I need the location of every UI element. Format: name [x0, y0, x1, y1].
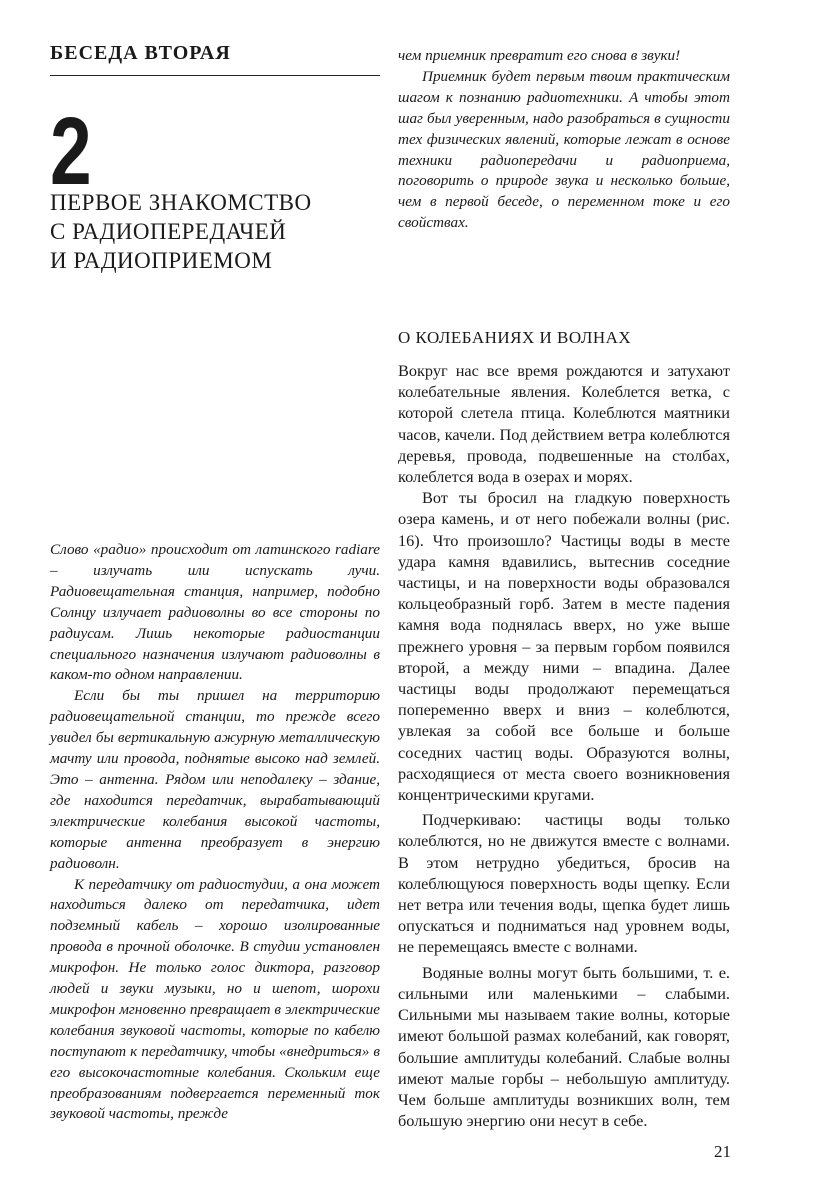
paragraph: Вот ты бросил на гладкую поверхность озера камень, и от него побежали волны (рис. 16). Что произошло? Частицы воды в месте удара камня вдавились, вытеснив соседние частицы, и на поверхности воды образовался кольцеобразный горб. Затем в месте падения камня вода поднялась вверх, но уже выше прежнего уровня – за первым горбом появился второй, а между ними – впадина. Далее частицы воды продолжают перемещаться попеременно вверх и вниз – колеблются, увлекая за собой все больше и больше соседних частиц воды. Образуются волны, расходящиеся от места своего возникновения концентрическими кругами. [398, 488, 730, 805]
paragraph: Приемник будет первым твоим практическим шагом к познанию радиотехники. А чтобы этот шаг был уверенным, надо разобраться в сущности тех физических явлений, которые лежат в основе техники радиопередачи и радиоприема, поговорить о природе звука и несколько больше, чем в первой беседе, о переменном токе и его свойствах. [398, 67, 730, 232]
section-label: БЕСЕДА ВТОРАЯ [50, 42, 231, 64]
page-number: 21 [714, 1142, 731, 1161]
paragraph: Водяные волны могут быть большими, т. е. сильными или маленькими – слабыми. Сильными мы называем такие волны, которые имеют большой размах колебаний, как говорят, большие амплитуды колебаний. Слабые волны имеют малые горбы – небольшую амплитуду. Чем больше амплитуды возникших волн, тем большую энергию они несут в себе. [398, 962, 730, 1131]
chapter-title-line: ПЕРВОЕ ЗНАКОМСТВО [50, 190, 312, 215]
header-rule [50, 75, 380, 76]
paragraph: Вокруг нас все время рождаются и затухают колебательные явления. Колеблется ветка, с которой слетела птица. Колеблются маятники часов, качели. Под действием ветра колеблются деревья, провода, подвешенные на столбах, колеблется вода в озерах и морях. [398, 361, 730, 487]
paragraph: К передатчику от радиостудии, а она может находиться далеко от передатчика, идет подземный кабель – хорошо изолированные провода в прочной оболочке. В студии установлен микрофон. Не только голос диктора, разговор людей и звуки музыки, но и шепот, шорохи микрофон мгновенно превращает в электрические колебания звуковой частоты, которые по кабелю поступают к передатчику, чтобы «внедриться» в его высокочастотные колебания. Скольким еще преобразованиям подвергается переменный ток звуковой частоты, прежде [50, 875, 380, 1123]
paragraph: чем приемник превратит его снова в звуки! [398, 47, 681, 64]
section-body [398, 360, 730, 1131]
paragraph: Подчеркиваю: частицы воды только колеблются, но не движутся вместе с волнами. В этом нетрудно убедиться, бросив на колеблющуюся поверхность воды щепку. Если нет ветра или течения воды, щепка будет лишь опускаться и подниматься над уровнем воды, не перемещаясь вместе с волнами. [398, 810, 730, 957]
paragraph: Слово «радио» происходит от латинского radiare – излучать или испускать лучи. Радиовещательная станция, например, подобно Солнцу излучает радиоволны во все стороны по радиусам. Лишь некоторые радиостанции специального назначения излучают радиоволны в каком-то одном направлении. [50, 541, 380, 684]
chapter-title-line: И РАДИОПРИЕМОМ [50, 248, 273, 273]
intro-text [50, 540, 380, 1125]
section-heading: О КОЛЕБАНИЯХ И ВОЛНАХ [398, 328, 632, 347]
chapter-title-line: С РАДИОПЕРЕДАЧЕЙ [50, 219, 287, 244]
chapter-title [50, 188, 380, 275]
intro-continuation [398, 46, 730, 234]
paragraph: Если бы ты пришел на территорию радиовещательной станции, то прежде всего увидел бы вертикальную ажурную металлическую мачту или провода, поднятые высоко над землей. Это – антенна. Рядом или неподалеку – здание, где находится передатчик, вырабатывающий электрические колебания высокой частоты, которые антенна преобразует в энергию радиоволн. [50, 687, 380, 872]
chapter-number: 2 [50, 98, 91, 205]
